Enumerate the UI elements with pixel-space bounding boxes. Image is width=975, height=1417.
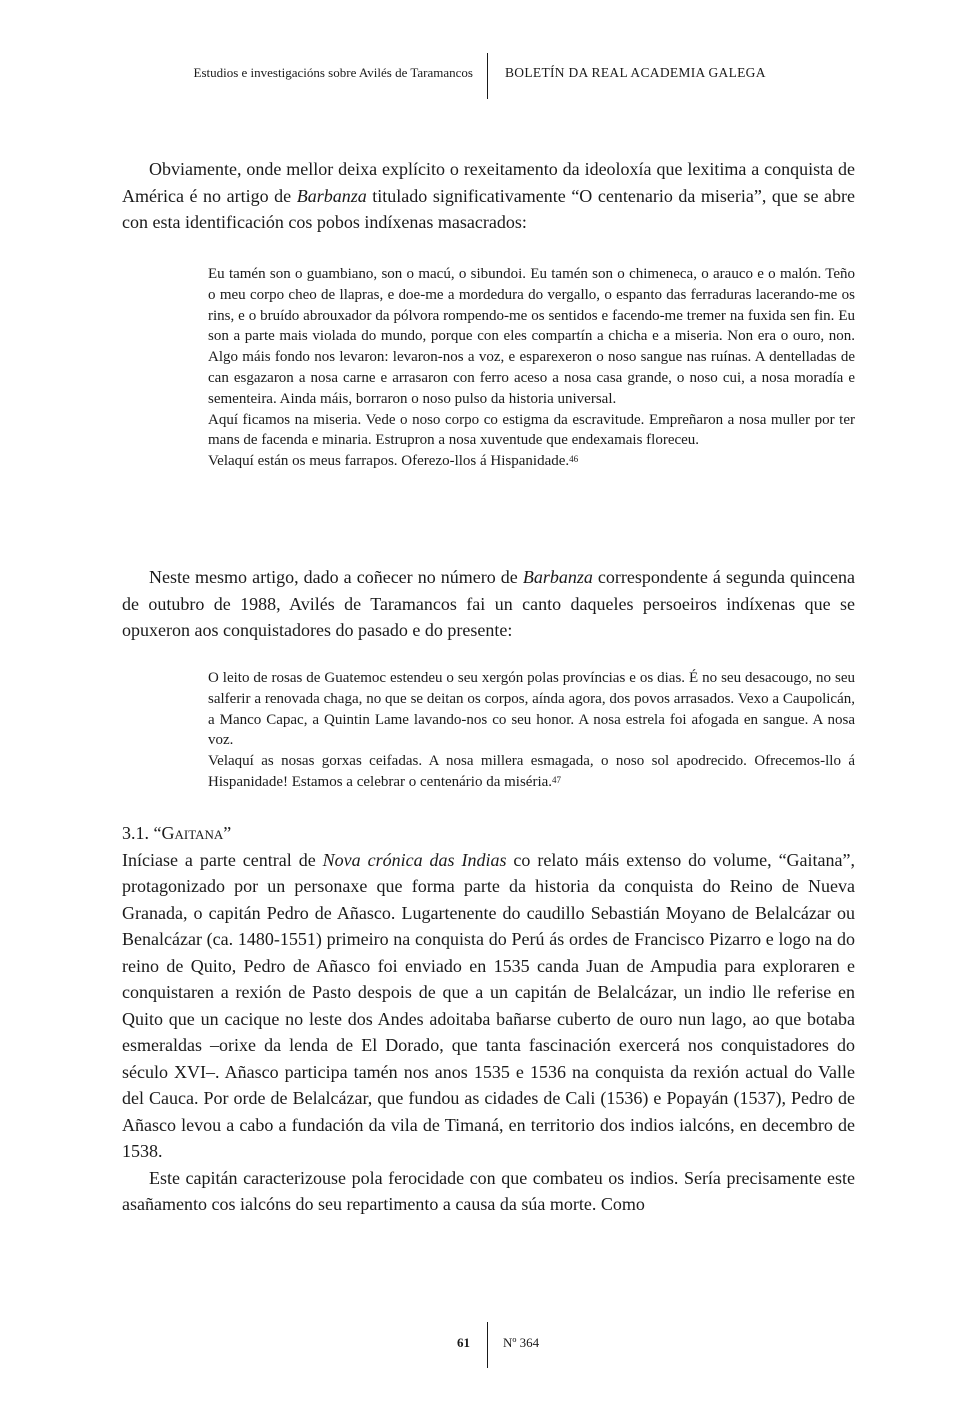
text-run: Velaquí están os meus farrapos. Oferezo-llos á Hispanidade. — [208, 453, 570, 470]
running-footer — [0, 1322, 975, 1368]
quote-paragraph: Eu tamén son o guambiano, son o macú, o sibundoi. Eu tamén son o chimeneca, o arauco e o malón. Teño o meu corpo cheo de llapras, e doe-me a mordedura do vergallo, o espanto das ferraduras lacerando-me os rins, e o bruído abrouxador da pólvora rompendo-me os sentidos e facendo-me tremer na fuxida sen fin. Eu son a parte mais violada do mundo, porque con eles compartín a chicha e a miseria. Non era o ouro, non. Algo máis fondo nos levaron: levaron-nos a voz, e esparexeron o noso sangue nas ruínas. A dentelladas de can esgazaron a nosa carne e arrasaron con ferro aceso a nosa casa grande, o noso cui, a nosa moradía e sementeira. Ainda máis, borraron o noso pulso da historia universal. — [208, 266, 855, 407]
header-divider — [487, 53, 488, 99]
text-run: correspondente á segunda quincena de outubro de 1988, Avilés de Taramancos fai un canto daqueles persoeiros indíxenas que se opuxeron aos conquistadores do pasado e do presente: — [122, 567, 855, 640]
quote-paragraph — [208, 751, 855, 793]
text-run: Obviamente, onde mellor deixa explícito o rexeitamento da ideoloxía que lexitima a conquista de América é no artigo de — [122, 159, 855, 206]
footnote-ref[interactable]: 46 — [569, 454, 579, 465]
paragraph-text — [122, 564, 855, 644]
text-run: co relato máis extenso do volume, “Gaitana”, protagonizado por un personaxe que forma parte da historia da conquista do Reino de Nueva Granada, o capitán Pedro de Añasco. Lugartenente do caudillo Sebastián Moyano de Belalcázar ou Benalcázar (ca. 1480-1551) primeiro na conquista do Perú ás ordes de Francisco Pizarro e logo na do reino de Quito, Pedro de Añasco foi enviado en 1535 canda Juan de Ampudia para exploraren e conquistaren a rexión de Pasto despois de que a un capitán de Belalcázar, un indio lle referise en Quito que un cacique no leste dos Andes adoitaba bañarse cuberto de ouro nun lago, ao que botaba esmeraldas –orixe da lenda de El Dorado, que tanta fascinación exercerá nos conquistadores do século XVI–. Añasco participa tamén nos anos 1535 e 1536 na conquista da rexión actual do Valle del Cauca. Por orde de Belalcázar, que fundou as cidades de Cali (1536) e Popayán (1537), Pedro de Añasco levou a cabo a fundación da vila de Timaná, en territorio dos indios ialcóns, en decembro de 1538. — [122, 849, 856, 1161]
text-run: Velaquí as nosas gorxas ceifadas. A nosa millera esmagada, o noso sol apodrecido. Ofrecemos-llo á Hispanidade! Estamos a celebrar o centenário da miséria. — [208, 753, 855, 790]
page-number: 61 — [457, 1335, 470, 1350]
section-3-1 — [122, 820, 855, 1218]
section-title: “Gaitana” — [153, 823, 232, 843]
italic-title-barbanza: Barbanza — [522, 567, 593, 587]
header-journal-title: BOLETÍN DA REAL ACADEMIA GALEGA — [505, 65, 766, 80]
paragraph-second — [122, 564, 855, 644]
footer-divider — [487, 1322, 488, 1368]
text-run: Neste mesmo artigo, dado a coñecer no número de — [149, 567, 523, 587]
issue-number: Nº 364 — [503, 1335, 540, 1350]
running-header — [0, 53, 975, 99]
quote-paragraph — [208, 451, 855, 472]
text-run: titulado significativamente “O centenario da miseria”, que se abre con esta identificación cos pobos indíxenas masacrados: — [122, 185, 855, 232]
block-quote-1 — [208, 264, 855, 472]
italic-title-nova-cronica: Nova crónica das Indias — [322, 849, 507, 870]
footnote-ref[interactable]: 47 — [552, 774, 562, 785]
text-run: Iníciase a parte central de — [122, 849, 323, 870]
italic-title-barbanza: Barbanza — [296, 185, 367, 206]
quote-paragraph: Aquí ficamos na miseria. Vede o noso corpo co estigma da escravitude. Empreñaron a nosa muller por ter mans de facenda e minaria. Estrupron a nosa xuventude que endexamais floreceu. — [208, 411, 855, 449]
paragraph-text: Este capitán caracterizouse pola ferocidade con que combateu os indios. Sería precisamente este asañamento cos ialcóns do seu repartimento a causa da súa morte. Como — [122, 1167, 855, 1214]
section-number: 3.1. — [122, 823, 149, 843]
header-article-title: Estudios e investigacións sobre Avilés de Taramancos — [193, 65, 473, 80]
paragraph-intro — [122, 156, 855, 236]
quote-paragraph: O leito de rosas de Guatemoc estendeu o seu xergón polas províncias e os dias. É no seu desacougo, no seu salferir a renovada chaga, no que se deitan os corpos, aínda agora, dos povos arrasados. Vexo a Caupolicán, a Manco Capac, a Quintin Lame lavando-nos co seu honor. A nosa estrela foi afogada en sangue. A nosa voz. — [208, 670, 855, 749]
block-quote-2 — [208, 668, 855, 793]
paragraph-text — [122, 847, 855, 1165]
section-heading — [122, 820, 855, 847]
paragraph-text — [122, 156, 855, 236]
